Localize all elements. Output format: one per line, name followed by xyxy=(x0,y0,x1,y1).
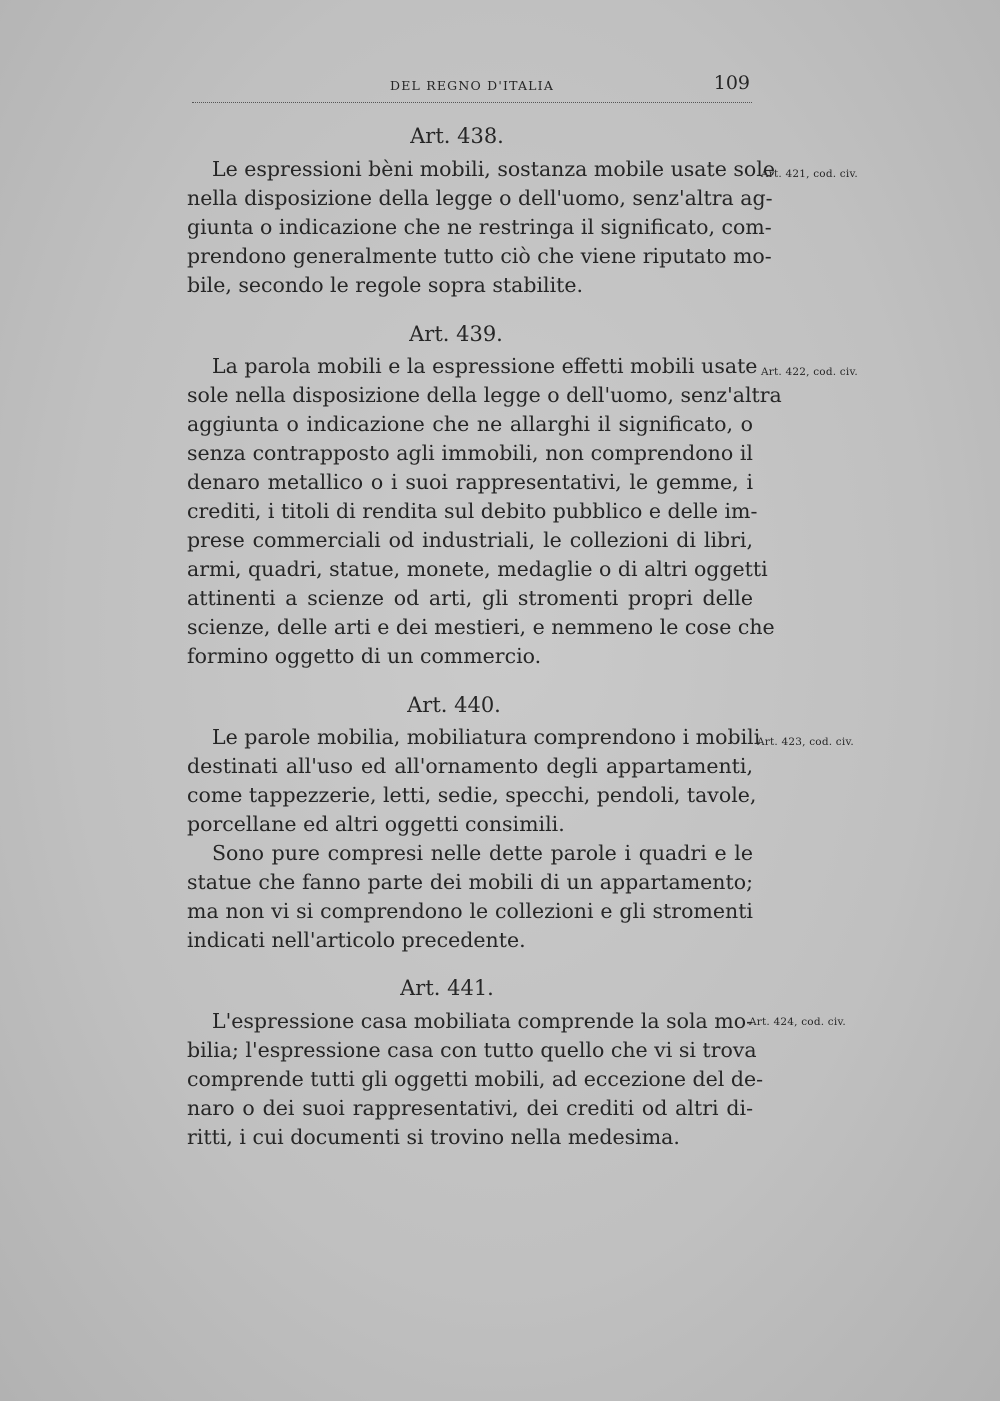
article-439-line-11: formino oggetto di un commercio. xyxy=(187,644,542,668)
article-heading-440: Art. 440. xyxy=(407,693,501,717)
article-439-line-4: senza contrapposto agli immobili, non comprendono il xyxy=(187,441,753,465)
article-heading-438: Art. 438. xyxy=(410,124,504,148)
article-440-line-3: come tappezzerie, letti, sedie, specchi, pendoli, tavole, xyxy=(187,783,757,807)
article-441-line-1: L'espressione casa mobiliata comprende la sola mo- xyxy=(212,1009,753,1033)
margin-note-439: Art. 422, cod. civ. xyxy=(761,366,858,378)
margin-note-438: Art. 421, cod. civ. xyxy=(761,168,858,180)
page-header xyxy=(192,72,752,103)
article-439-line-3: aggiunta o indicazione che ne allarghi il significato, o xyxy=(187,412,753,436)
running-title: DEL REGNO D'ITALIA xyxy=(390,78,555,93)
article-439-line-7: prese commerciali od industriali, le collezioni di libri, xyxy=(187,528,753,552)
article-438-line-5: bile, secondo le regole sopra stabilite. xyxy=(187,273,584,297)
article-441-line-3: comprende tutti gli oggetti mobili, ad eccezione del de- xyxy=(187,1067,764,1091)
article-439-line-8: armi, quadri, statue, monete, medaglie o di altri oggetti xyxy=(187,557,768,581)
article-439-line-9: attinenti a scienze od arti, gli stromenti propri delle xyxy=(187,586,753,610)
article-439-line-10: scienze, delle arti e dei mestieri, e nemmeno le cose che xyxy=(187,615,775,639)
article-441-line-5: ritti, i cui documenti si trovino nella medesima. xyxy=(187,1125,680,1149)
article-440-line-6: statue che fanno parte dei mobili di un appartamento; xyxy=(187,870,753,894)
article-440-line-1: Le parole mobilia, mobiliatura comprendono i mobili xyxy=(212,725,761,749)
article-440-line-2: destinati all'uso ed all'ornamento degli appartamenti, xyxy=(187,754,753,778)
article-439-line-2: sole nella disposizione della legge o dell'uomo, senz'altra xyxy=(187,383,782,407)
article-438-line-2: nella disposizione della legge o dell'uomo, senz'altra ag- xyxy=(187,186,773,210)
article-439-line-1: La parola mobili e la espressione effetti mobili usate xyxy=(212,354,758,378)
article-438-line-3: giunta o indicazione che ne restringa il significato, com- xyxy=(187,215,772,239)
article-438-line-4: prendono generalmente tutto ciò che viene riputato mo- xyxy=(187,244,772,268)
article-441-line-2: bilia; l'espressione casa con tutto quello che vi si trova xyxy=(187,1038,757,1062)
article-heading-441: Art. 441. xyxy=(400,976,494,1000)
article-440-line-7: ma non vi si comprendono le collezioni e gli stromenti xyxy=(187,899,753,923)
article-439-line-6: crediti, i titoli di rendita sul debito pubblico e delle im- xyxy=(187,499,758,523)
article-441-line-4: naro o dei suoi rappresentativi, dei crediti od altri di- xyxy=(187,1096,753,1120)
article-440-line-5: Sono pure compresi nelle dette parole i quadri e le xyxy=(212,841,753,865)
article-439-line-5: denaro metallico o i suoi rappresentativi, le gemme, i xyxy=(187,470,753,494)
article-heading-439: Art. 439. xyxy=(409,322,503,346)
article-440-line-8: indicati nell'articolo precedente. xyxy=(187,928,526,952)
margin-note-440: Art. 423, cod. civ. xyxy=(757,736,854,748)
margin-note-441: Art. 424, cod. civ. xyxy=(749,1016,846,1028)
article-438-line-1: Le espressioni bèni mobili, sostanza mobile usate sole xyxy=(212,157,775,181)
article-440-line-4: porcellane ed altri oggetti consimili. xyxy=(187,812,565,836)
page-number: 109 xyxy=(713,72,750,94)
